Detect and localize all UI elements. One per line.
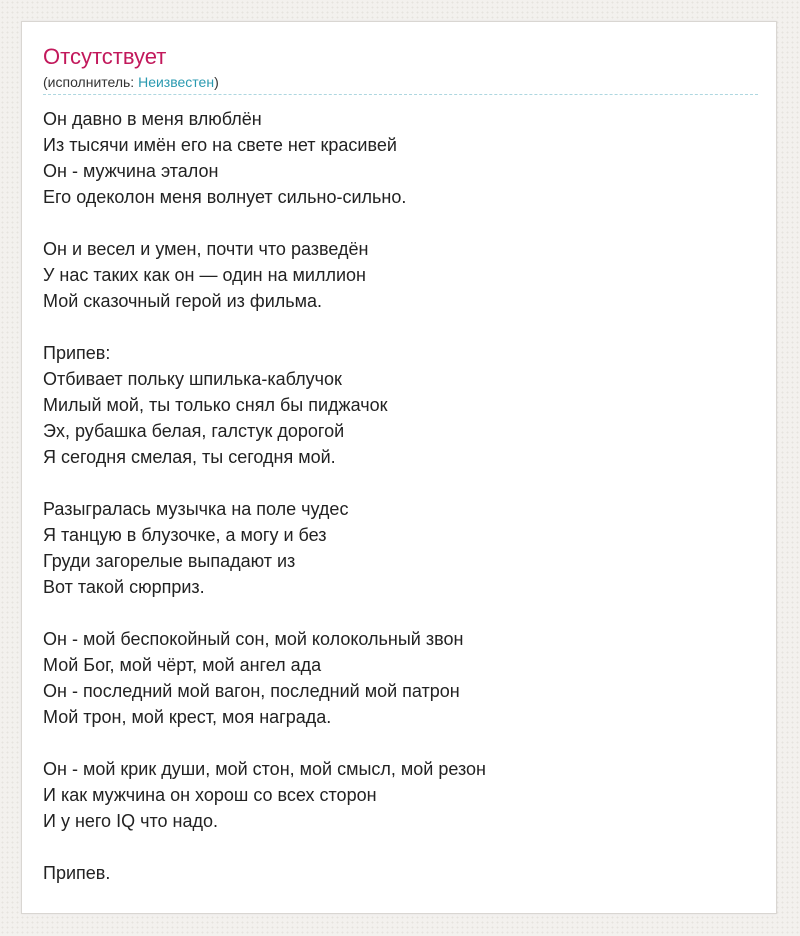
artist-line: [43, 73, 219, 91]
lyric-line: Он давно в меня влюблён: [43, 109, 262, 129]
artist-prefix: (исполнитель:: [43, 74, 139, 90]
lyrics-stanza: [43, 626, 758, 730]
lyric-line: Он - мой крик души, мой стон, мой смысл, мой резон: [43, 759, 486, 779]
lyrics-card: [21, 21, 777, 914]
lyric-line: Милый мой, ты только снял бы пиджачок: [43, 395, 388, 415]
lyric-line: Груди загорелые выпадают из: [43, 551, 296, 571]
artist-link[interactable]: Неизвестен: [138, 74, 215, 90]
header-divider: [43, 94, 758, 95]
lyric-line: Я танцую в блузочке, а могу и без: [43, 525, 327, 545]
lyric-line: Я сегодня смелая, ты сегодня мой.: [43, 447, 336, 467]
lyrics-stanza: [43, 340, 758, 470]
lyrics-stanza: [43, 860, 758, 886]
lyrics-stanza: [43, 106, 758, 210]
song-title: Отсутствует: [43, 44, 167, 69]
lyric-line: Разыгралась музычка на поле чудес: [43, 499, 349, 519]
lyrics-text: [43, 106, 758, 886]
lyric-line: Его одеколон меня волнует сильно-сильно.: [43, 187, 407, 207]
lyric-line: Отбивает польку шпилька-каблучок: [43, 369, 342, 389]
lyrics-stanza: [43, 236, 758, 314]
lyric-line: Из тысячи имён его на свете нет красивей: [43, 135, 397, 155]
lyric-line: Мой сказочный герой из фильма.: [43, 291, 323, 311]
lyric-line: Мой Бог, мой чёрт, мой ангел ада: [43, 655, 322, 675]
lyric-line: И как мужчина он хорош со всех сторон: [43, 785, 377, 805]
artist-suffix: ): [214, 74, 219, 90]
lyric-line: Вот такой сюрприз.: [43, 577, 205, 597]
lyric-line: Эх, рубашка белая, галстук дорогой: [43, 421, 345, 441]
lyric-line: Припев.: [43, 863, 111, 883]
lyric-line: Припев:: [43, 343, 111, 363]
lyrics-stanza: [43, 756, 758, 834]
lyric-line: И у него IQ что надо.: [43, 811, 218, 831]
lyric-line: Он - мужчина эталон: [43, 161, 219, 181]
lyric-line: У нас таких как он — один на миллион: [43, 265, 366, 285]
lyrics-stanza: [43, 496, 758, 600]
lyric-line: Он и весел и умен, почти что разведён: [43, 239, 369, 259]
lyric-line: Он - последний мой вагон, последний мой патрон: [43, 681, 460, 701]
lyric-line: Он - мой беспокойный сон, мой колокольный звон: [43, 629, 464, 649]
lyric-line: Мой трон, мой крест, моя награда.: [43, 707, 332, 727]
